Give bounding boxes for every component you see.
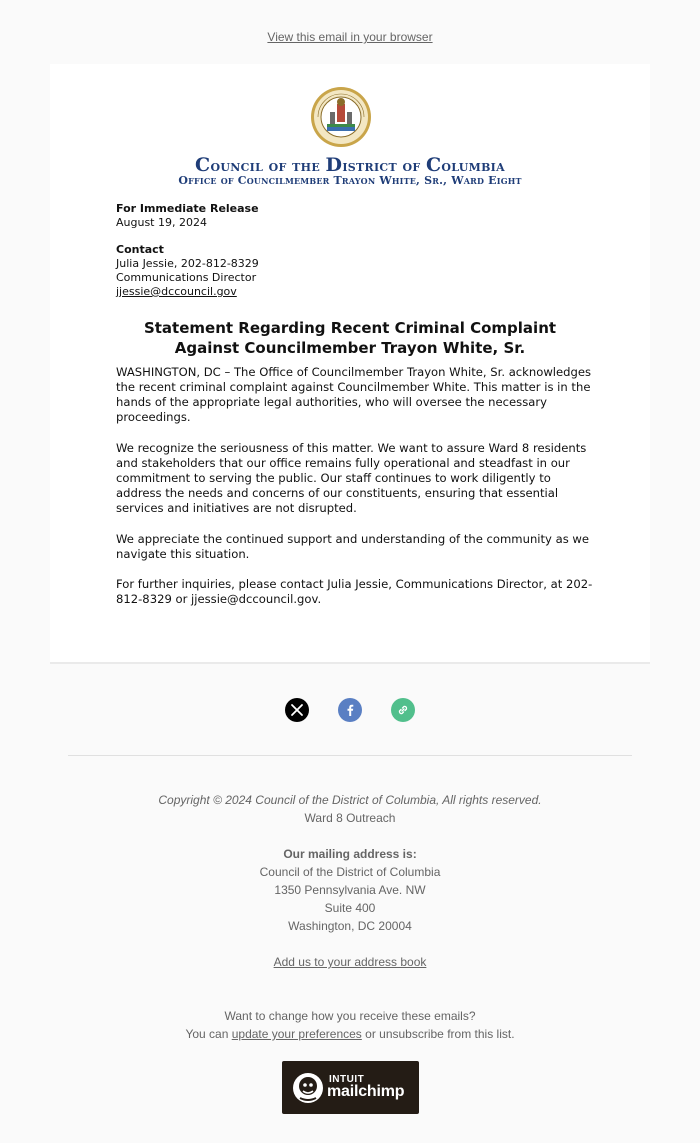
footer-list-name: Ward 8 Outreach xyxy=(304,811,396,825)
statement-paragraph-4: For further inquiries, please contact Julia Jessie, Communications Director, at 202-812-8329 or jjessie@dccouncil.gov. xyxy=(116,577,593,606)
facebook-icon[interactable] xyxy=(338,698,362,722)
unsubscribe-text: or unsubscribe from this list. xyxy=(361,1027,515,1041)
update-preferences-link[interactable]: update your preferences xyxy=(231,1027,362,1041)
view-in-browser-link[interactable]: View this email in your browser xyxy=(267,30,433,44)
release-block xyxy=(116,202,259,230)
badge-mailchimp-text: mailchimp xyxy=(327,1083,405,1100)
statement-paragraph-1: WASHINGTON, DC – The Office of Councilmember Trayon White, Sr. acknowledges the recent criminal complaint against Councilmember White. This matter is in the hands of the appropriate legal authorities, who will oversee the necessary proceedings. xyxy=(116,365,592,424)
contact-role: Communications Director xyxy=(116,271,257,284)
footer-address-line-3: Suite 400 xyxy=(324,901,376,915)
dc-council-seal-icon xyxy=(308,86,374,148)
statement-paragraph-2: We recognize the seriousness of this matter. We want to assure Ward 8 residents and stakeholders that our office remains fully operational and steadfast in our commitment to serving the public. Our staff continues to work diligently to address the needs and concerns of our constituents, ensuring that essential services and initiatives are not disrupted. xyxy=(116,441,587,515)
footer-address-book-row xyxy=(0,953,700,971)
footer-address-line-1: Council of the District of Columbia xyxy=(259,865,441,879)
contact-label: Contact xyxy=(116,243,164,256)
footer-address-line-2: 1350 Pennsylvania Ave. NW xyxy=(274,883,426,897)
office-subtitle: Office of Councilmember Trayon White, Sr., Ward Eight xyxy=(178,174,522,187)
add-address-book-link[interactable]: Add us to your address book xyxy=(273,955,427,969)
statement-paragraph-3: We appreciate the continued support and understanding of the community as we navigate this situation. xyxy=(116,532,590,561)
footer-change-question: Want to change how you receive these emails? xyxy=(224,1009,476,1023)
intuit-mailchimp-badge[interactable] xyxy=(282,1061,419,1114)
contact-name-phone: Julia Jessie, 202-812-8329 xyxy=(116,257,259,270)
email-body-card xyxy=(50,64,650,664)
contact-email-link[interactable]: jjessie@dccouncil.gov xyxy=(116,285,237,298)
footer-preferences-row xyxy=(0,1025,700,1043)
release-label: For Immediate Release xyxy=(116,202,259,215)
council-title: Council of the District of Columbia xyxy=(195,154,505,176)
contact-block xyxy=(116,243,259,299)
mailchimp-freddie-icon xyxy=(292,1072,324,1104)
footer-divider xyxy=(68,755,632,756)
link-icon[interactable] xyxy=(391,698,415,722)
footer-address-line-4: Washington, DC 20004 xyxy=(288,919,412,933)
footer-mailing-label: Our mailing address is: xyxy=(283,847,417,861)
you-can-text: You can xyxy=(185,1027,232,1041)
preheader xyxy=(0,30,700,44)
statement-headline: Statement Regarding Recent Criminal Complaint Against Councilmember Trayon White, Sr. xyxy=(143,319,557,357)
release-date: August 19, 2024 xyxy=(116,216,207,229)
social-links xyxy=(0,698,700,722)
footer-copyright: Copyright © 2024 Council of the District of Columbia, All rights reserved. xyxy=(158,793,542,807)
x-twitter-icon[interactable] xyxy=(285,698,309,722)
badge-intuit-text: INTUIT xyxy=(329,1074,365,1085)
